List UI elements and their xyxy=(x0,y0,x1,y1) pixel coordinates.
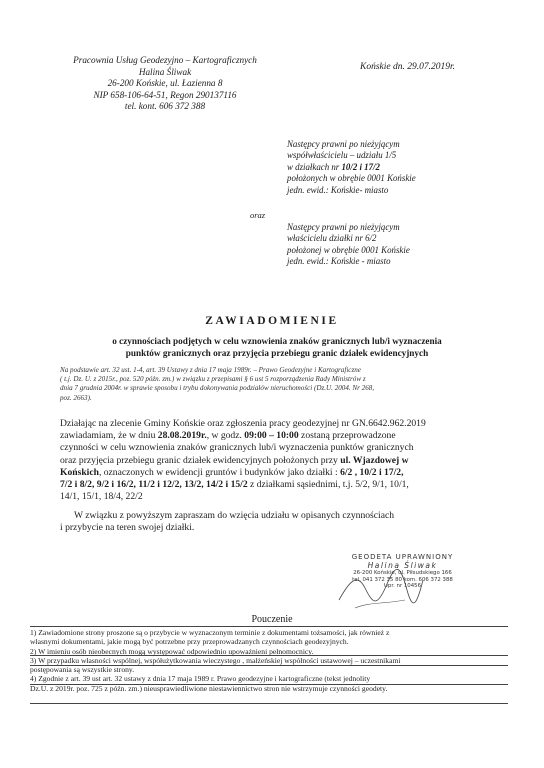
recipient-block-1 xyxy=(287,139,416,196)
body-line3: czynności w celu wznowienia znaków granicznych lub/i wyznaczenia punktów granicznych xyxy=(60,442,414,454)
recipient1-line1: Następcy prawni po nieżyjącym xyxy=(287,139,400,149)
instruction-2: 2) W imieniu osób nieobecnych mogą występować odpowiednio upoważnieni pełnomocnicy. xyxy=(30,646,314,656)
legal-line3: dnia 7 grudnia 2004r. w sprawie sposobu i trybu dokonywania podziałów nieruchomości (Dz.U. 2004. Nr 268, xyxy=(60,384,375,393)
recipient2-line4: jedn. ewid.: Końskie - miasto xyxy=(287,256,391,267)
handwritten-signature xyxy=(335,560,425,615)
recipient1-line5: jedn. ewid.: Końskie- miasto xyxy=(287,184,389,195)
invite-line2: i przybycie na teren swojej działki. xyxy=(60,522,195,534)
stamp-phone: tel. 041 372 35 80 kom. 606 372 388 xyxy=(352,576,453,583)
sender-company: Pracownia Usług Geodezyjno – Kartograficznych xyxy=(73,55,257,65)
recipient-block-2 xyxy=(287,222,410,268)
legal-basis xyxy=(60,366,480,403)
sender-phone: tel. kont. 606 372 388 xyxy=(124,101,206,112)
instructions-title: Pouczenie xyxy=(251,614,293,625)
recipient2-line3: położonej w obrębie 0001 Końskie xyxy=(287,244,410,255)
recipient1-line2: współwłaścicielu – udziału 1/5 xyxy=(287,150,397,161)
body-line5: Końskich, oznaczonych w ewidencji gruntów i budynków jako działki : 6/2 , 10/2 i 17/2, xyxy=(60,466,404,478)
document-subtitle xyxy=(70,336,484,360)
invite-line1: W związku z powyższym zapraszam do wzięcia udziału w opisanych czynnościach xyxy=(74,510,395,521)
instruction-4b: Dz.U. z 2019r. poz. 725 z późn. zm.) nieusprawiedliwione niestawiennictwo stron nie wstrzymuje czynności geodety. xyxy=(30,683,388,693)
instruction-3b: postępowania są wszystkie strony. xyxy=(30,665,135,675)
sender-name: Halina Śliwak xyxy=(138,66,192,77)
recipient2-line1: Następcy prawni po nieżyjącym xyxy=(287,222,400,232)
stamp-address: 26-200 Końskie, ul. Piłsudskiego 166 xyxy=(353,570,452,576)
recipient1-line3: w działkach nr 10/2 i 17/2 xyxy=(287,161,380,172)
notice-body xyxy=(60,418,485,503)
body-line4: oraz przyjęcia przebiegu granic działek ewidencyjnych położonych przy ul. Wjazdowej w xyxy=(60,454,409,466)
stamp-title: GEODETA UPRAWNIONY xyxy=(351,553,454,561)
legal-line2: ( t.j. Dz. U. z 2015r., poz. 520 późn. zm.) w związku z przepisami § 6 ust 5 rozporządzenia Rady Ministrów z xyxy=(60,375,366,384)
body-line1: Działając na zlecenie Gminy Końskie oraz zgłoszenia pracy geodezyjnej nr GN.6642.962.2019 xyxy=(60,418,426,429)
oraz-label: oraz xyxy=(250,210,266,220)
subtitle-line1: o czynnościach podjętych w celu wznowienia znaków granicznych lub/i wyznaczenia xyxy=(112,336,442,346)
legal-line1: Na podstawie art. 32 ust. 1-4, art. 39 Ustawy z dnia 17 maja 1989r. – Prawo Geodezyjne i Kartograficzne xyxy=(60,366,361,374)
document-date: Końskie dn. 29.07.2019r. xyxy=(360,62,455,72)
subtitle-line2: punktów granicznych oraz przyjęcia przebiegu granic działek ewidencyjnych xyxy=(125,347,429,358)
parcels-list-2: 7/2 i 8/2, 9/2 i 16/2, 11/2 i 12/2, 13/2, 14/2 i 15/2 xyxy=(60,479,248,491)
sender-block xyxy=(40,55,290,113)
town-name: Końskich xyxy=(60,466,99,478)
instructions-divider-2 xyxy=(30,665,508,666)
instruction-3a: 3) W przypadku własności wspólnej, współużytkowania wieczystego , małżeńskiej współności ustawowej – uczestnikami xyxy=(30,655,401,665)
instructions-divider-1 xyxy=(30,655,508,656)
recipient1-parcels: 10/2 i 17/2 xyxy=(341,161,380,172)
recipient1-line4: położonych w obrębie 0001 Końskie xyxy=(287,173,416,184)
body-line7: 14/1, 15/1, 18/4, 22/2 xyxy=(60,491,143,503)
instruction-4a: 4) Zgodnie z art. 39 ust art. 32 ustawy z dnia 17 maja 1989 r. Prawo geodezyjne i kartograficzne (tekst jednolity xyxy=(30,674,371,684)
survey-hours: 09:00 – 10:00 xyxy=(244,430,299,442)
sender-address: 26-200 Końskie, ul. Łazienna 8 xyxy=(107,78,223,89)
instruction-1b: własnymi dokumentami, jakie mogą być potrzebne przy przeprowadzanych czynnościach geodezyjnych. xyxy=(30,637,349,647)
stamp-license: Upr. nr 10456 xyxy=(383,583,421,590)
instructions-divider-3 xyxy=(30,684,508,685)
instruction-1a: 1) Zawiadomione strony proszone są o przybycie w wyznaczonym terminie z dokumentami tożsamości, jak również z xyxy=(30,628,390,637)
parcels-list-1: 6/2 , 10/2 i 17/2, xyxy=(340,466,404,478)
recipient2-line2: właścicielu działki nr 6/2 xyxy=(287,233,377,244)
instructions-bottom-divider xyxy=(30,703,508,704)
instructions-top-divider xyxy=(30,626,508,627)
sender-nip-regon: NIP 658-106-64-51, Regon 290137116 xyxy=(93,89,237,100)
legal-line4: poz. 2663). xyxy=(60,393,92,402)
stamp-name: Halina Śliwak xyxy=(367,561,438,570)
document-title: ZAWIADOMIENIE xyxy=(205,315,339,327)
survey-date: 28.08.2019r. xyxy=(157,430,207,442)
invitation-paragraph xyxy=(60,510,485,534)
street-name: ul. Wjazdowej w xyxy=(340,454,409,466)
body-line6: 7/2 i 8/2, 9/2 i 16/2, 11/2 i 12/2, 13/2, 14/2 i 15/2 z działkami sąsiednimi, t.j. 5/2, 9/1, 10/1, xyxy=(60,479,409,491)
body-line2: zawiadamiam, że w dniu 28.08.2019r., w godz. 09:00 – 10:00 zostaną przeprowadzone xyxy=(60,430,396,442)
